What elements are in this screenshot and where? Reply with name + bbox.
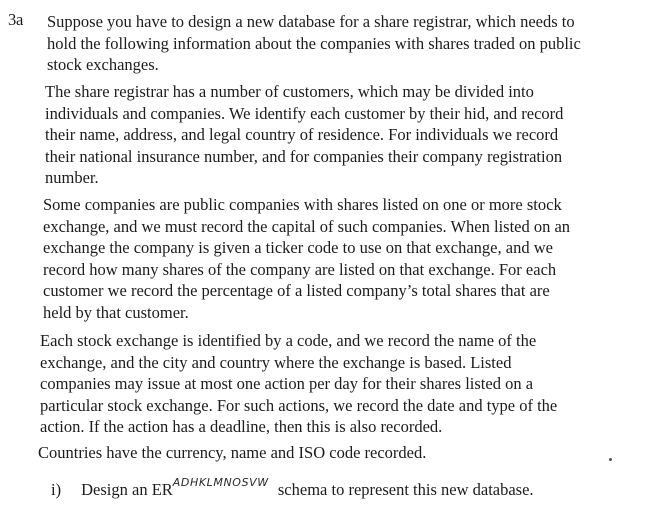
text-line: stock exchanges. (47, 55, 159, 75)
paragraph-public-companies (43, 194, 570, 324)
text-line: companies may issue at most one action per day for their shares listed on a (40, 374, 534, 394)
subquestion (51, 478, 534, 504)
subquestion-text-after: schema to represent this new database. (277, 480, 534, 499)
text-line: Each stock exchange is identified by a code, and we record the name of the (40, 331, 537, 350)
text-line: exchange the company is given a ticker code to use on that exchange, and we (43, 238, 553, 258)
text-line: their national insurance number, and for companies their company registration (45, 146, 563, 166)
text-line: number. (45, 168, 99, 188)
text-line: action. If the action has a deadline, then this is also recorded. (40, 417, 443, 437)
text-line: exchange, and we must record the capital of such companies. When listed on an (43, 216, 571, 236)
text-line: hold the following information about the companies with shares traded on public (47, 33, 581, 53)
text-line: record how many shares of the company are listed on that exchange. For each (43, 259, 557, 279)
text-line: exchange, and the city and country where the exchange is based. Listed (40, 352, 512, 372)
text-line: individuals and companies. We identify each customer by their hid, and record (45, 103, 564, 123)
text-line: Suppose you have to design a new database for a share registrar, which needs to (47, 12, 575, 31)
scan-speck (609, 458, 612, 461)
paragraph-intro (47, 11, 581, 76)
text-line: held by that customer. (43, 302, 189, 322)
paragraph-stock-exchange (40, 330, 557, 438)
paragraph-countries (38, 442, 426, 464)
text-line: Some companies are public companies with shares listed on one or more stock (43, 195, 562, 214)
text-line: Countries have the currency, name and ISO code recorded. (38, 443, 427, 462)
subquestion-text-before: Design an ER (81, 480, 173, 499)
paragraph-customers (45, 81, 563, 189)
text-line: customer we record the percentage of a listed company’s total shares that are (43, 281, 550, 301)
text-line: their name, address, and legal country of residence. For individuals we record (45, 125, 559, 145)
subquestion-label: i) (51, 480, 62, 499)
text-line: The share registrar has a number of customers, which may be divided into (45, 82, 534, 101)
text-line: particular stock exchange. For such actions, we record the date and type of the (40, 395, 558, 415)
subquestion-superscript: ADHKLMNOSVW (172, 476, 269, 489)
question-number: 3a (8, 10, 24, 29)
